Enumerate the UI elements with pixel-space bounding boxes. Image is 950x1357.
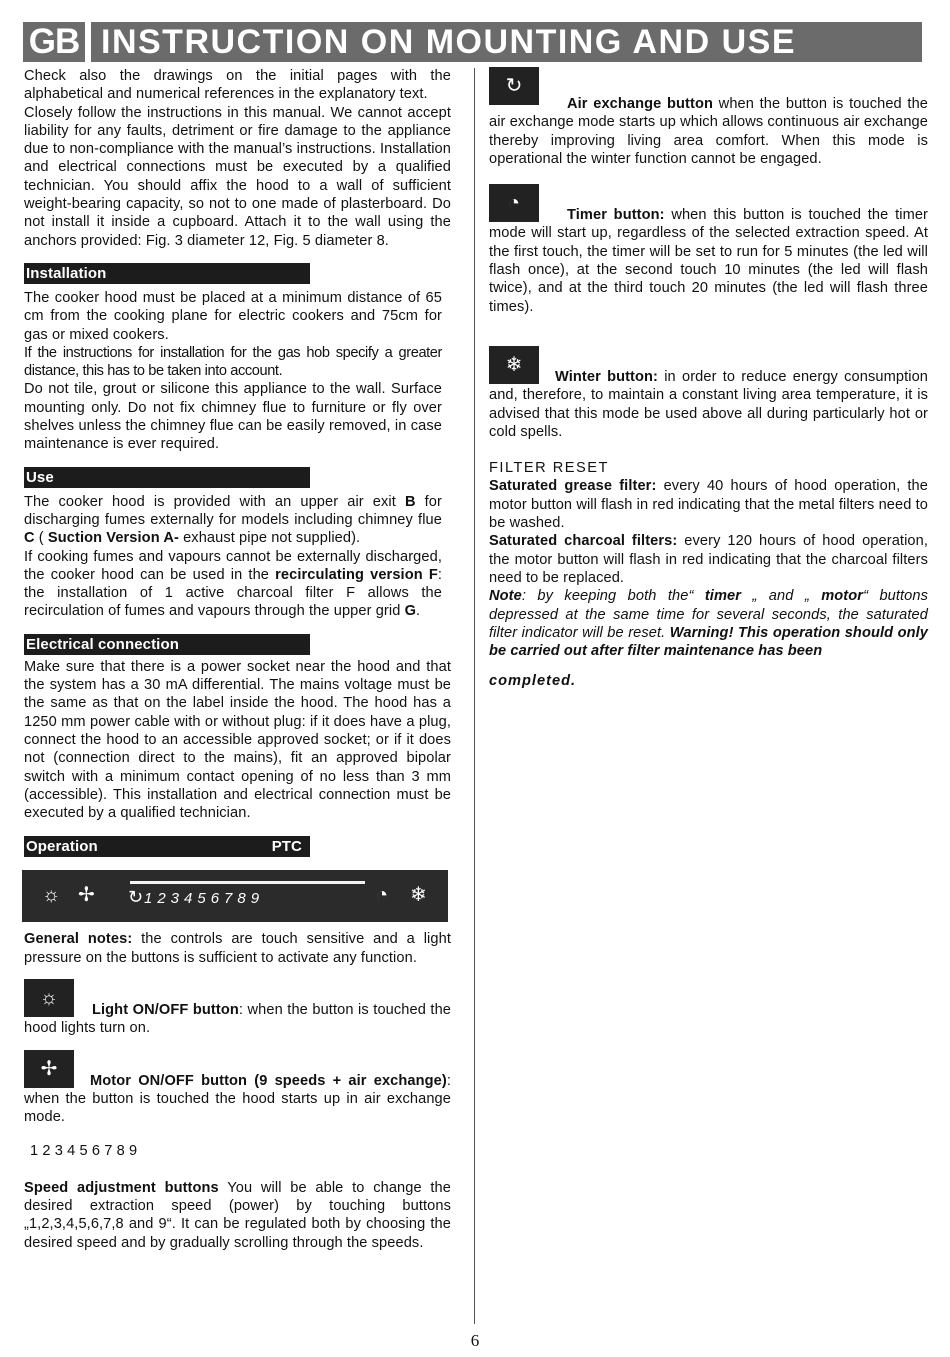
electrical-heading-text: Electrical connection	[26, 635, 179, 653]
filter-reset-heading: FILTER RESET	[489, 460, 609, 477]
installation-heading-text: Installation	[26, 264, 107, 282]
timer-label: Timer button:	[567, 207, 665, 224]
note-text	[489, 587, 928, 660]
speed-digits-text: 1 2 3 4 5 6 7 8 9	[30, 1143, 138, 1160]
electrical-paragraph: Make sure that there is a power socket near the hood and that the system has a 30 mA differential. The mains voltage must be the same as that on the label inside the hood. The hood has a 1250 mm power cable with or without plug: if it does have a plug, connect the hood to an accessible approved socket; or if it does not (connection direct to the mains), fit an approved bipolar switch with a minimum contact opening of no less than 3 mm (accessible). This installation and electrical connection must be executed by a qualified technician.	[24, 658, 451, 822]
intro-paragraph-2: Closely follow the instructions in this manual. We cannot accept liability for any faults, detriment or fire damage to the appliance due to non-compliance with the manual’s instructions. Installation and electrical connections must be executed by a qualified technician. You should affix the hood to a wall of sufficient weight-bearing capacity, so not to one made of plasterboard. Do not install it inside a cupboard. Attach it to the wall using the anchors provided: Fig. 3 diameter 12, Fig. 5 diameter 8.	[24, 104, 451, 249]
air-exchange-description	[489, 95, 928, 168]
use-text-c: for discharging fumes externally for models including chimney flue	[24, 493, 442, 528]
installation-heading	[24, 263, 310, 284]
use-text-b: B	[404, 493, 416, 510]
light-button-icon: ☼	[24, 979, 74, 1017]
use-text-i: recirculating version F	[275, 566, 438, 583]
grease-filter-text	[489, 477, 928, 532]
winter-description	[489, 368, 928, 441]
use-text-a: The cooker hood is provided with an upper air exit	[24, 493, 405, 510]
speed-description	[24, 1179, 451, 1252]
charcoal-label: Saturated charcoal filters:	[489, 533, 678, 550]
timer-icon: ◔	[376, 884, 389, 907]
use-heading-text: Use	[26, 468, 54, 486]
right-column	[489, 67, 928, 691]
page-number: 6	[470, 1331, 480, 1350]
use-text-f: Suction Version A-	[47, 530, 179, 547]
electrical-heading	[24, 634, 310, 655]
use-text-l: .	[416, 603, 421, 620]
timer-button-icon: ◔	[489, 184, 539, 222]
page-header	[23, 22, 922, 62]
speed-label: Speed adjustment buttons	[24, 1179, 219, 1196]
grease-label: Saturated grease filter:	[489, 478, 657, 495]
general-notes	[24, 930, 451, 967]
light-icon: ☼	[42, 884, 61, 907]
note-c: “ buttons depressed at the same time for several seconds, the saturated filter indicator will be reset.	[489, 588, 929, 641]
use-text-k: G	[404, 603, 417, 620]
air-text: when the button is touched the air exchange mode starts up which allows continuous air exchange thereby improving living area comfort. When this mode is operational the winter function cannot be engaged.	[489, 96, 928, 167]
grease-text: every 40 hours of hood operation, the motor button will flash in red indicating that the metal filters need to be washed.	[489, 478, 928, 532]
installation-paragraph-3: Do not tile, grout or silicone this appliance to the wall. Surface mounting only. Do not fix chimney flue to furniture or fly over shelves unless the chimney flue can be easily removed, in case maintenance is ever required.	[24, 381, 442, 453]
language-badge: GB	[23, 22, 85, 62]
speed-text: You will be able to change the desired extraction speed (power) by touching buttons „1,2,3,4,5,6,7,8 and 9“. It can be regulated both by choosing the desired speed and by gradually scrolling through the speeds.	[24, 1179, 451, 1251]
use-paragraph-1	[24, 493, 442, 548]
control-panel-illustration	[22, 870, 448, 922]
charcoal-filter-text	[489, 532, 928, 587]
page-title: INSTRUCTION ON MOUNTING AND USE	[91, 22, 922, 62]
note-timer: timer	[704, 588, 742, 605]
note-motor: motor	[821, 588, 864, 605]
use-text-h: If cooking fumes and vapours cannot be externally discharged, the cooker hood can be used in the	[24, 548, 442, 583]
note-label: Note	[489, 588, 522, 605]
speed-digits: 123456789	[144, 890, 265, 908]
motor-button-icon: ✢	[24, 1050, 74, 1088]
winter-label: Winter button:	[555, 368, 659, 385]
air-exchange-button-icon: ↻	[489, 67, 539, 105]
light-label: Light ON/OFF button	[92, 1001, 239, 1018]
use-heading	[24, 467, 310, 488]
air-label: Air exchange button	[567, 96, 714, 112]
air-exchange-icon: ↻	[128, 887, 144, 908]
winter-button-icon: ❄	[489, 346, 539, 384]
left-column	[24, 67, 451, 1252]
charcoal-text: every 120 hours of hood operation, the motor button will flash in red indicating that the charcoal filters need to be replaced.	[489, 533, 929, 586]
ptc-label: PTC	[271, 838, 302, 856]
use-text-g: exhaust pipe not supplied).	[178, 530, 361, 547]
note-b: „ and „	[741, 588, 822, 605]
motor-description	[24, 1072, 451, 1127]
note-warning: Warning! This operation should only be carried out after filter maintenance has been	[489, 624, 929, 660]
light-text: : when the button is touched the hood lights turn on.	[24, 1001, 452, 1037]
use-text-e: (	[34, 530, 48, 547]
use-paragraph-2	[24, 548, 442, 621]
operation-heading	[24, 836, 310, 857]
motor-label: Motor ON/OFF button (9 speeds + air exchange)	[90, 1072, 447, 1089]
installation-paragraph-1: The cooker hood must be placed at a minimum distance of 65 cm from the cooking plane for electric cookers and 75cm for gas or mixed cookers.	[24, 289, 442, 343]
operation-heading-text: Operation	[26, 838, 98, 856]
installation-paragraph-2: If the instructions for installation for the gas hob specify a greater distance, this has to be taken into account.	[24, 344, 442, 380]
winter-text: in order to reduce energy consumption and, therefore, to maintain a constant living area temperature, it is advised that this mode be used above all during particularly hot or cold spells.	[489, 368, 928, 440]
use-text-d: C	[24, 530, 35, 547]
light-description	[24, 1001, 451, 1038]
use-text-j: : the installation of 1 active charcoal filter F allows the recirculation of fumes and vapours through the upper grid	[24, 566, 443, 620]
note-completed: completed.	[489, 673, 577, 690]
fan-icon: ✢	[78, 884, 95, 907]
snowflake-icon: ❄	[410, 884, 427, 907]
intro-paragraph-1: Check also the drawings on the initial pages with the alphabetical and numerical references in the explanatory text.	[24, 68, 451, 103]
general-notes-label: General notes:	[24, 931, 133, 948]
column-divider	[474, 68, 475, 1324]
panel-led-bar	[130, 881, 365, 884]
general-notes-text: the controls are touch sensitive and a light pressure on the buttons is sufficient to activate any function.	[24, 931, 451, 966]
timer-description	[489, 206, 928, 316]
motor-text: : when the button is touched the hood starts up in air exchange mode.	[24, 1072, 451, 1126]
timer-text: when this button is touched the timer mode will start up, regardless of the selected extraction speed. At the first touch, the timer will be set to run for 5 minutes (the led will flash once), at the second touch 10 minutes (the led will flash twice), and at the third touch 20 minutes (the led will flash three times).	[489, 207, 928, 315]
note-a: : by keeping both the“	[521, 588, 705, 605]
